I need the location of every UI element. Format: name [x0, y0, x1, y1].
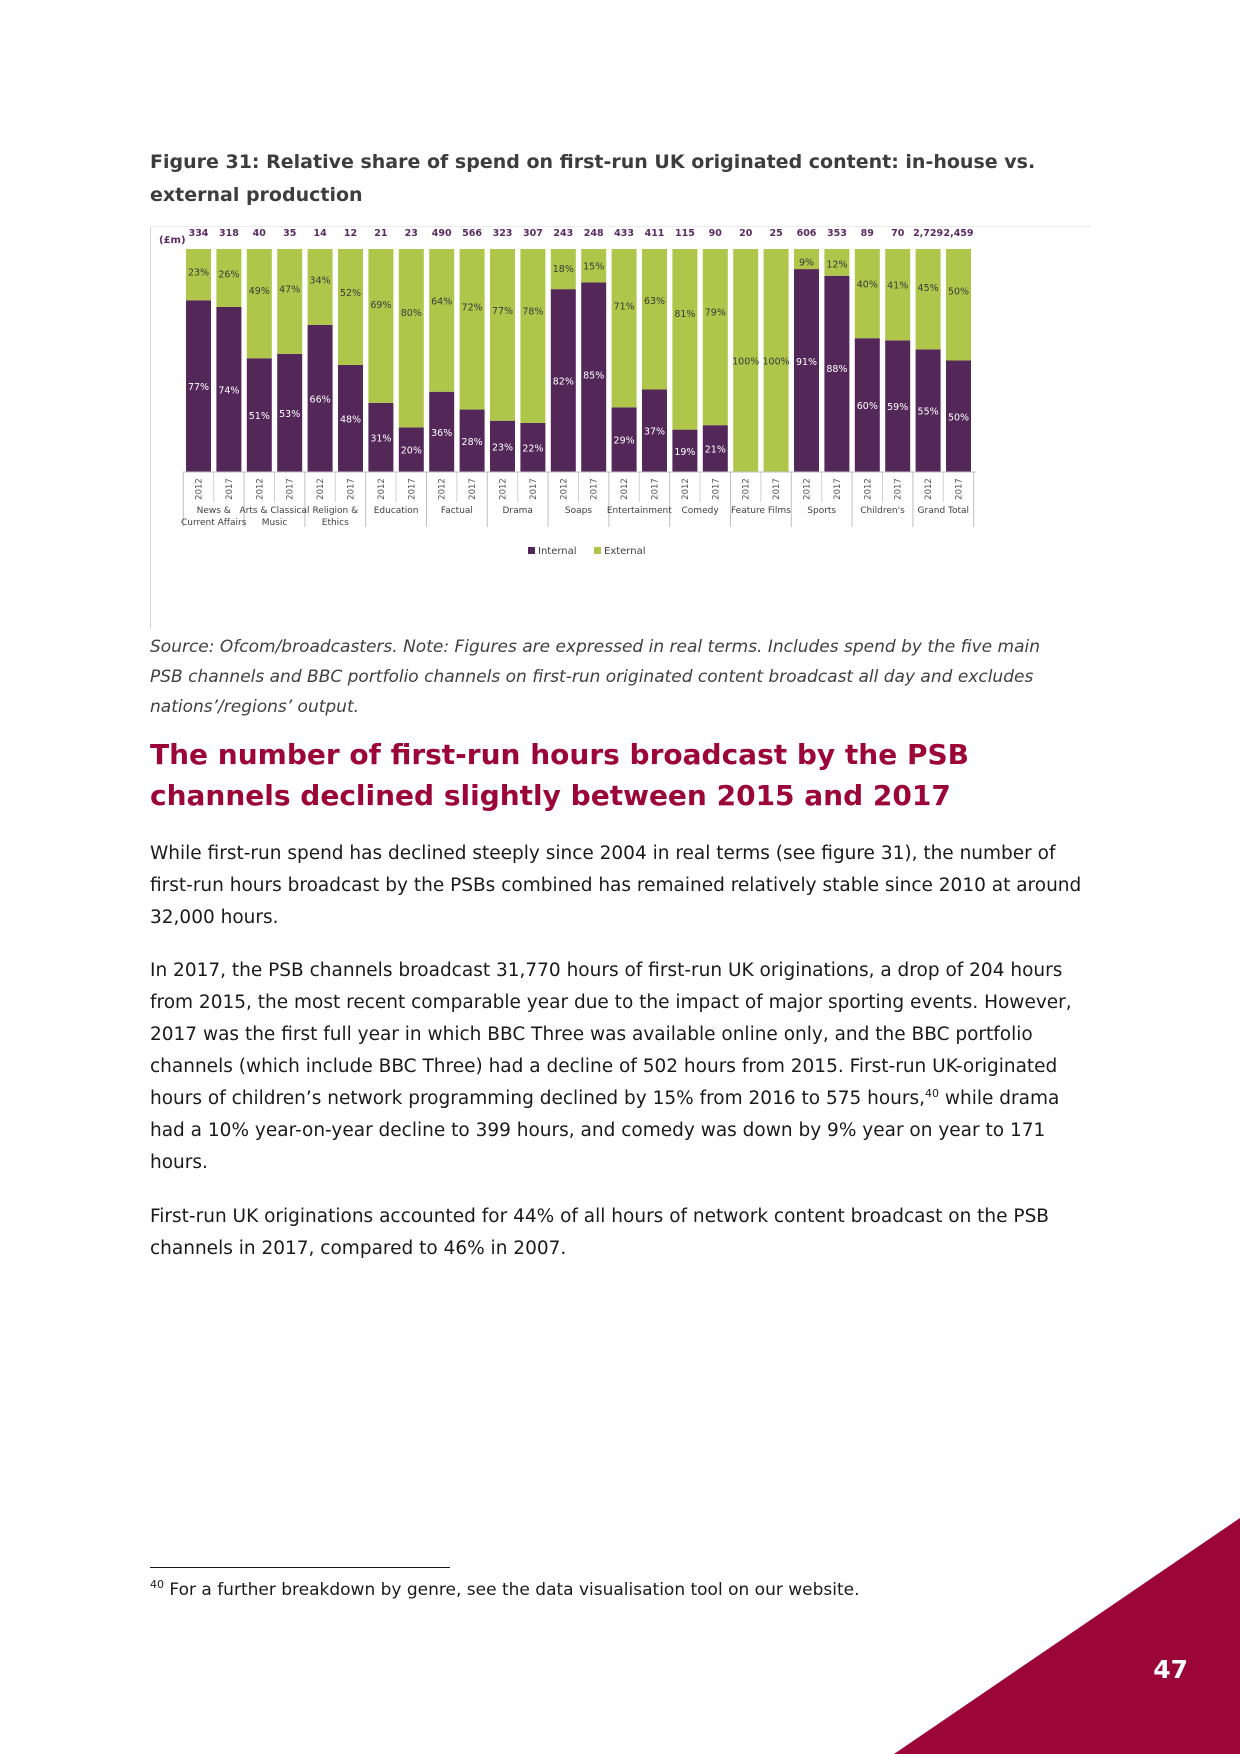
- external-label-4: 34%: [309, 275, 331, 287]
- legend-swatch-internal: [528, 547, 535, 554]
- internal-label-21: 88%: [826, 363, 848, 375]
- year-tick-12: 2012: [559, 478, 570, 500]
- internal-label-6: 31%: [370, 433, 392, 445]
- internal-label-25: 50%: [947, 412, 970, 424]
- legend-label-internal: Internal: [538, 546, 577, 557]
- external-label-0: 23%: [187, 267, 210, 279]
- bar-external-22: [855, 249, 880, 338]
- total-label-1: 318: [218, 228, 239, 239]
- internal-label-1: 74%: [218, 385, 240, 397]
- year-tick-25: 2017: [954, 478, 965, 500]
- internal-label-23: 59%: [887, 402, 909, 414]
- page-corner-triangle: [894, 1518, 1240, 1754]
- year-tick-2: 2012: [255, 478, 266, 500]
- year-tick-15: 2017: [650, 478, 661, 500]
- category-label-9-0: Feature Films: [730, 506, 791, 516]
- internal-label-17: 21%: [704, 444, 726, 456]
- year-tick-18: 2012: [741, 478, 752, 500]
- total-label-4: 14: [313, 228, 327, 239]
- category-label-0-0: News &: [196, 506, 231, 516]
- bar-external-6: [368, 249, 393, 403]
- footnote-divider: [150, 1567, 450, 1568]
- total-label-2: 40: [252, 228, 266, 239]
- bar-external-9: [460, 249, 485, 410]
- internal-label-12: 82%: [552, 376, 574, 388]
- footnote-number: 40: [150, 1578, 164, 1591]
- external-label-8: 64%: [431, 296, 453, 308]
- external-label-14: 71%: [613, 301, 635, 313]
- external-label-19: 100%: [762, 356, 790, 368]
- year-tick-23: 2017: [893, 478, 904, 500]
- external-label-1: 26%: [218, 269, 240, 281]
- stacked-bar-chart: [151, 227, 1091, 629]
- bar-external-15: [642, 249, 667, 389]
- internal-label-5: 48%: [339, 414, 362, 426]
- year-tick-16: 2012: [680, 478, 691, 500]
- total-label-7: 23: [404, 228, 418, 239]
- total-label-21: 353: [826, 228, 847, 239]
- bar-external-7: [399, 249, 424, 427]
- external-label-6: 69%: [370, 300, 392, 312]
- category-label-2-0: Religion &: [312, 506, 359, 516]
- bar-external-8: [429, 249, 454, 392]
- total-label-10: 323: [492, 228, 513, 239]
- internal-label-24: 55%: [917, 406, 939, 418]
- year-tick-19: 2017: [772, 478, 783, 500]
- internal-label-13: 85%: [583, 370, 605, 382]
- figure-title: Figure 31: Relative share of spend on first-run UK originated content: in-house vs. external production: [150, 151, 1036, 206]
- paragraph-2-part-1: In 2017, the PSB channels broadcast 31,770 hours of first-run UK originations, a drop of 204 hours from 2015, the most recent comparable year due to the impact of major sporting events. However, 2017 was the first full year in which BBC Three was available online only, and the BBC portfolio channels (which include BBC Three) had a decline of 502 hours from 2015. First-run UK-originated hours of children’s network programming declined by 15% from 2016 to 575 hours,: [150, 960, 1072, 1109]
- category-label-10-0: Sports: [807, 506, 837, 516]
- external-label-11: 78%: [522, 306, 544, 318]
- year-tick-5: 2017: [346, 478, 357, 500]
- year-tick-6: 2012: [376, 478, 387, 500]
- year-tick-21: 2017: [832, 478, 843, 500]
- internal-label-14: 29%: [613, 435, 635, 447]
- bar-external-2: [247, 249, 272, 358]
- paragraph-2: [150, 955, 1090, 1179]
- internal-label-10: 23%: [491, 442, 514, 454]
- total-label-3: 35: [283, 228, 297, 239]
- external-label-9: 72%: [461, 302, 483, 314]
- bar-external-10: [490, 249, 515, 421]
- internal-label-8: 36%: [431, 427, 453, 439]
- external-label-10: 77%: [491, 305, 514, 317]
- year-tick-3: 2017: [285, 478, 296, 500]
- external-label-21: 12%: [826, 259, 848, 271]
- bar-external-24: [916, 249, 941, 349]
- category-label-0-1: Current Affairs: [180, 518, 247, 528]
- bar-external-17: [703, 249, 728, 425]
- year-tick-13: 2017: [589, 478, 600, 500]
- bar-external-5: [338, 249, 363, 365]
- internal-label-3: 53%: [279, 408, 301, 420]
- bar-external-4: [308, 249, 333, 325]
- corner-shape: [894, 1518, 1240, 1754]
- external-label-23: 41%: [887, 280, 909, 292]
- total-label-23: 70: [891, 228, 905, 239]
- total-label-18: 20: [739, 228, 753, 239]
- category-label-1-0: Arts & Classical: [239, 506, 310, 516]
- category-label-7-0: Entertainment: [606, 506, 672, 516]
- legend-label-external: External: [604, 546, 646, 557]
- internal-label-22: 60%: [856, 401, 878, 413]
- year-tick-24: 2012: [924, 478, 935, 500]
- external-label-25: 50%: [947, 286, 970, 298]
- external-label-15: 63%: [643, 295, 666, 307]
- category-label-12-0: Grand Total: [917, 506, 970, 516]
- total-label-14: 433: [614, 228, 635, 239]
- total-label-0: 334: [188, 228, 209, 239]
- total-label-6: 21: [374, 228, 388, 239]
- total-label-22: 89: [860, 228, 874, 239]
- year-tick-1: 2017: [224, 478, 235, 500]
- internal-label-20: 91%: [795, 357, 818, 369]
- year-tick-8: 2012: [437, 478, 448, 500]
- year-tick-4: 2012: [316, 478, 327, 500]
- year-tick-22: 2012: [863, 478, 874, 500]
- year-tick-9: 2017: [468, 478, 479, 500]
- bar-external-14: [612, 249, 637, 407]
- total-label-5: 12: [343, 228, 358, 239]
- footnote: [150, 1577, 950, 1603]
- figure-chart: [150, 226, 1091, 629]
- total-label-11: 307: [522, 228, 543, 239]
- footnote-reference[interactable]: 40: [925, 1087, 940, 1100]
- external-label-13: 15%: [583, 261, 605, 273]
- bar-external-23: [885, 249, 910, 340]
- total-label-17: 90: [708, 228, 722, 239]
- external-label-3: 47%: [279, 284, 301, 296]
- total-label-8: 490: [431, 228, 452, 239]
- total-label-24: 2,729: [913, 228, 944, 239]
- year-tick-0: 2012: [194, 478, 205, 500]
- external-label-16: 81%: [674, 308, 696, 320]
- internal-label-0: 77%: [187, 382, 210, 394]
- internal-label-15: 37%: [643, 426, 666, 438]
- year-tick-17: 2017: [711, 478, 722, 500]
- paragraph-1: While first-run spend has declined steeply since 2004 in real terms (see figure 31), the number of first-run hours broadcast by the PSBs combined has remained relatively stable since 2010 at around 32,000 hours.: [150, 843, 1082, 928]
- external-label-5: 52%: [339, 288, 362, 300]
- unit-label: (£m): [159, 235, 186, 246]
- category-label-4-0: Factual: [440, 506, 473, 516]
- external-label-20: 9%: [798, 257, 815, 269]
- year-tick-10: 2012: [498, 478, 509, 500]
- external-label-18: 100%: [732, 356, 760, 368]
- bar-external-16: [672, 249, 697, 430]
- bar-external-11: [520, 249, 545, 423]
- external-label-7: 80%: [400, 308, 422, 320]
- internal-label-7: 20%: [400, 445, 422, 457]
- external-label-24: 45%: [917, 283, 939, 295]
- internal-label-9: 28%: [461, 436, 483, 448]
- bar-external-25: [946, 249, 971, 361]
- total-label-12: 243: [553, 228, 574, 239]
- year-tick-11: 2017: [528, 478, 539, 500]
- external-label-17: 79%: [704, 307, 726, 319]
- external-label-12: 18%: [552, 263, 574, 275]
- internal-label-4: 66%: [309, 394, 331, 406]
- section-heading: The number of first-run hours broadcast by the PSB channels declined slightly between 2015 and 2017: [150, 738, 969, 812]
- total-label-19: 25: [769, 228, 783, 239]
- paragraph-2-part-2: while drama had a 10% year-on-year decline to 399 hours, and comedy was down by 9% year on year to 171 hours.: [150, 1088, 1060, 1173]
- category-label-2-1: Ethics: [321, 518, 349, 528]
- footnote-text: For a further breakdown by genre, see the data visualisation tool on our website.: [164, 1580, 860, 1600]
- bar-internal-20: [794, 269, 819, 472]
- internal-label-16: 19%: [674, 446, 696, 458]
- year-tick-7: 2017: [407, 478, 418, 500]
- total-label-15: 411: [644, 228, 665, 239]
- figure-source-note: Source: Ofcom/broadcasters. Note: Figures are expressed in real terms. Includes spend by the five main PSB channels and BBC portfolio channels on first-run originated content broadcast all day and excludes nations’/regions’ output.: [150, 637, 1041, 717]
- total-label-25: 2,459: [943, 228, 974, 239]
- legend-swatch-external: [594, 547, 601, 554]
- category-label-11-0: Children's: [860, 506, 905, 516]
- total-label-9: 566: [462, 228, 483, 239]
- category-label-5-0: Drama: [502, 506, 533, 516]
- year-tick-20: 2012: [802, 478, 813, 500]
- external-label-22: 40%: [856, 279, 878, 291]
- year-tick-14: 2012: [620, 478, 631, 500]
- paragraph-3: First-run UK originations accounted for 44% of all hours of network content broadcast on the PSB channels in 2017, compared to 46% in 2007.: [150, 1206, 1050, 1259]
- total-label-16: 115: [674, 228, 695, 239]
- internal-label-11: 22%: [522, 443, 544, 455]
- total-label-20: 606: [796, 228, 817, 239]
- category-label-1-1: Music: [261, 518, 288, 528]
- category-label-8-0: Comedy: [681, 506, 719, 516]
- category-label-3-0: Education: [373, 506, 419, 516]
- total-label-13: 248: [583, 228, 604, 239]
- bar-external-3: [277, 249, 302, 354]
- external-label-2: 49%: [248, 285, 270, 297]
- category-label-6-0: Soaps: [564, 506, 593, 516]
- page-number: 47: [1153, 1655, 1188, 1684]
- internal-label-2: 51%: [248, 411, 270, 423]
